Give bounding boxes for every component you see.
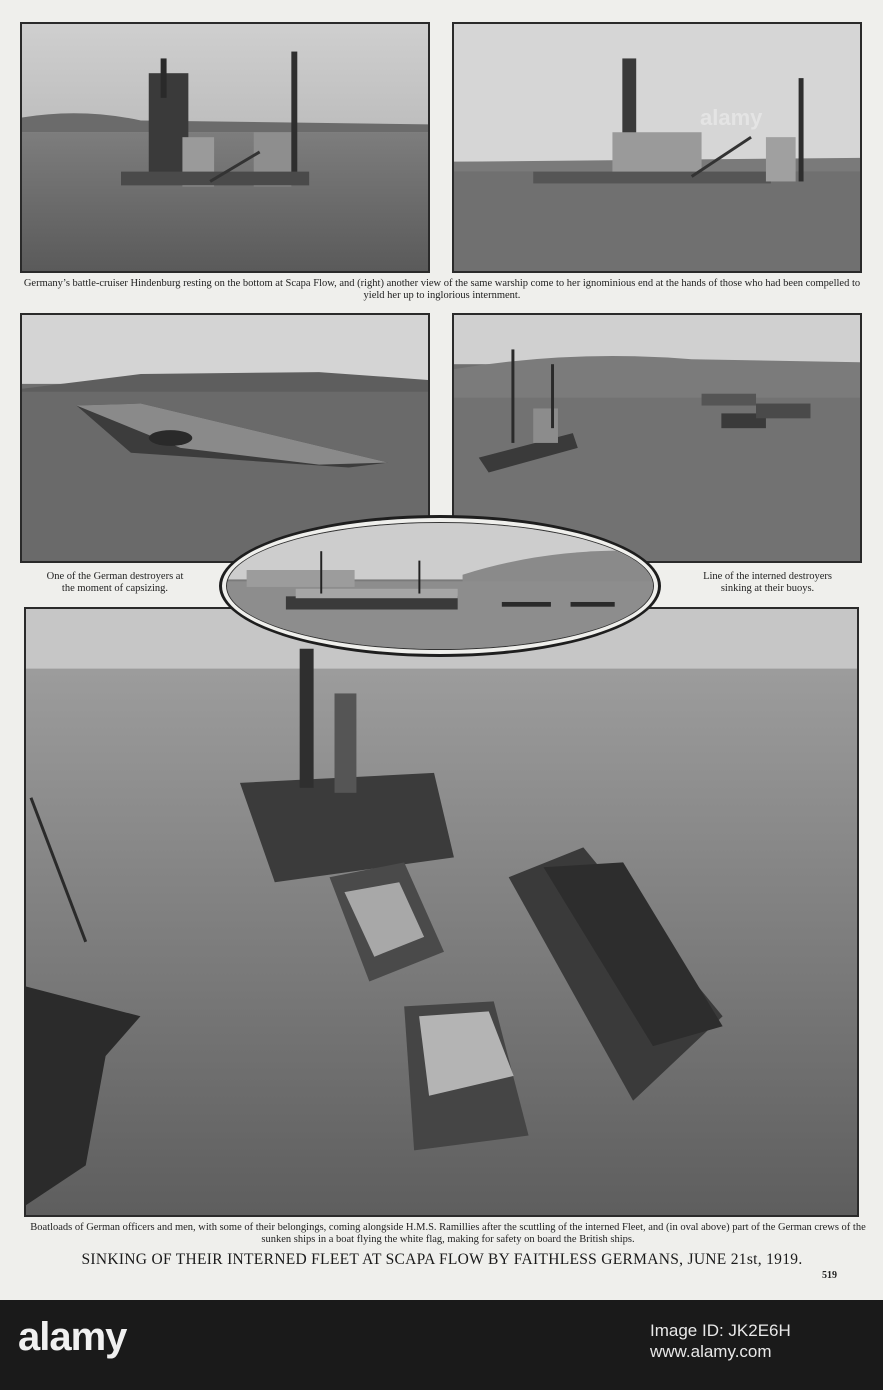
image-id-text: Image ID: JK2E6H xyxy=(650,1321,791,1340)
caption-boatloads: Boatloads of German officers and men, with some of their belongings, coming alongside H.M.S. Ramillies after the scuttling of the interned Fleet, and (in oval above) part of the German crews of the sunken ships in a boat flying the white flag, making for safety on board the British ships. xyxy=(30,1222,866,1245)
caption-capsizing-line1: One of the German destroyers at xyxy=(46,571,184,582)
site-url[interactable]: www.alamy.com xyxy=(650,1342,772,1361)
image-id-block xyxy=(650,1320,791,1362)
oval-photo-inner xyxy=(226,522,654,650)
alamy-logo[interactable]: alamy xyxy=(18,1315,127,1359)
caption-capsizing-line2: the moment of capsizing. xyxy=(61,583,169,594)
caption-capsizing xyxy=(20,571,210,595)
page-number: 519 xyxy=(822,1270,837,1281)
photo-boatloads xyxy=(24,607,859,1217)
oval-white-flag-photo xyxy=(219,515,661,657)
caption-hindenburg: Germany’s battle-cruiser Hindenburg resting on the bottom at Scapa Flow, and (right) another view of the same warship come to her ignominious end at the hands of those who had been compelled to yield her up to inglorious internment. xyxy=(23,278,861,301)
watermark-brand-text: alamy xyxy=(700,105,763,130)
photo-hindenburg-right xyxy=(452,22,862,273)
photo-hindenburg-left xyxy=(20,22,430,273)
caption-destroyers-line2: sinking at their buoys. xyxy=(720,583,815,594)
caption-destroyers xyxy=(670,571,865,595)
page-title: SINKING OF THEIR INTERNED FLEET AT SCAPA FLOW BY FAITHLESS GERMANS, JUNE 21st, 1919. xyxy=(81,1251,803,1268)
caption-destroyers-line1: Line of the interned destroyers xyxy=(703,571,832,582)
